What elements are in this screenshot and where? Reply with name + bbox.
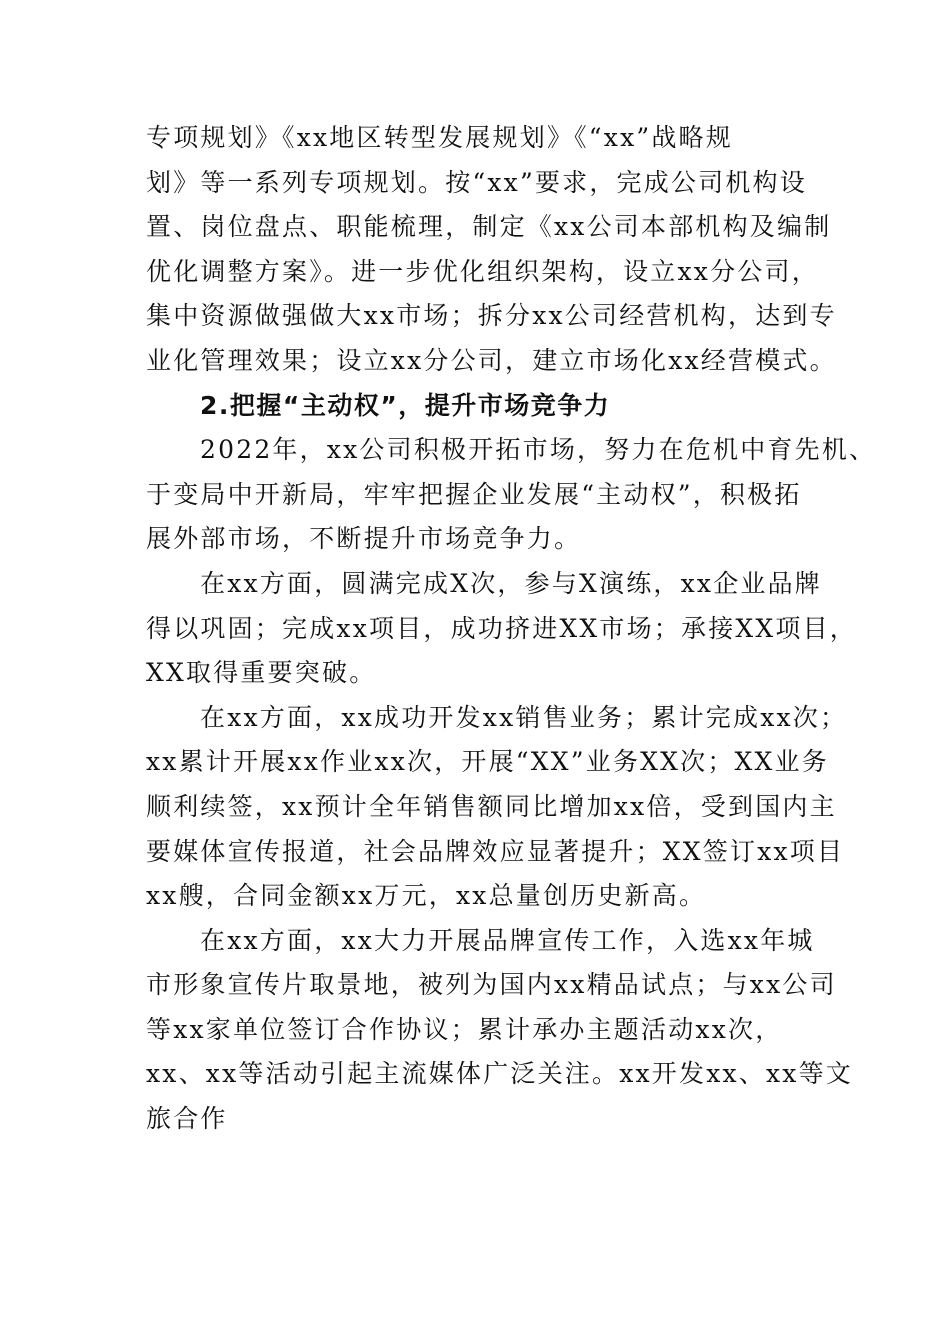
text-line: 要媒体宣传报道，社会品牌效应显著提升；XX签订xx项目 <box>146 836 845 866</box>
text-line: xx、xx等活动引起主流媒体广泛关注。xx开发xx、xx等文 <box>146 1059 853 1089</box>
text-line: 旅合作 <box>146 1104 228 1134</box>
text-line: 集中资源做强做大xx市场；拆分xx公司经营机构，达到专 <box>146 301 837 331</box>
text-line: 专项规划》《xx地区转型发展规划》《“xx”战略规 <box>146 123 733 152</box>
paragraph-first-line: 在xx方面，圆满完成X次，参与X演练，xx企业品牌 <box>200 568 822 598</box>
section-heading: 2.把握“主动权”，提升市场竞争力 <box>200 390 611 420</box>
text-line: 优化调整方案》。进一步优化组织架构，设立xx分公司， <box>146 256 819 286</box>
paragraph-first-line: 在xx方面，xx大力开展品牌宣传工作，入选xx年城 <box>200 925 815 955</box>
paragraph-first-line: 在xx方面，xx成功开发xx销售业务；累计完成xx次； <box>200 702 848 732</box>
text-line: XX取得重要突破。 <box>146 658 377 688</box>
text-line: 市形象宣传片取景地，被列为国内xx精品试点；与xx公司 <box>146 970 837 1000</box>
text-line: 业化管理效果；设立xx分公司，建立市场化xx经营模式。 <box>146 345 837 375</box>
document-body <box>146 116 877 1142</box>
text-line: 于变局中开新局，牢牢把握企业发展“主动权”，积极拓 <box>146 479 802 509</box>
text-line: 展外部市场，不断提升市场竞争力。 <box>146 524 582 554</box>
text-line: xx累计开展xx作业xx次，开展“XX”业务XX次；XX业务 <box>146 747 829 777</box>
text-line: 置、岗位盘点、职能梳理，制定《xx公司本部机构及编制 <box>146 212 832 242</box>
text-line: xx艘，合同金额xx万元，xx总量创历史新高。 <box>146 881 707 911</box>
text-line: 划》等一系列专项规划。按“xx”要求，完成公司机构设 <box>146 167 807 197</box>
text-line: 得以巩固；完成xx项目，成功挤进XX市场；承接XX项目， <box>146 613 857 643</box>
paragraph-first-line: 2022年，xx公司积极开拓市场，努力在危机中育先机、 <box>200 435 877 465</box>
text-line: 顺利续签，xx预计全年销售额同比增加xx倍，受到国内主 <box>146 791 837 821</box>
text-line: 等xx家单位签订合作协议；累计承办主题活动xx次， <box>146 1014 783 1044</box>
